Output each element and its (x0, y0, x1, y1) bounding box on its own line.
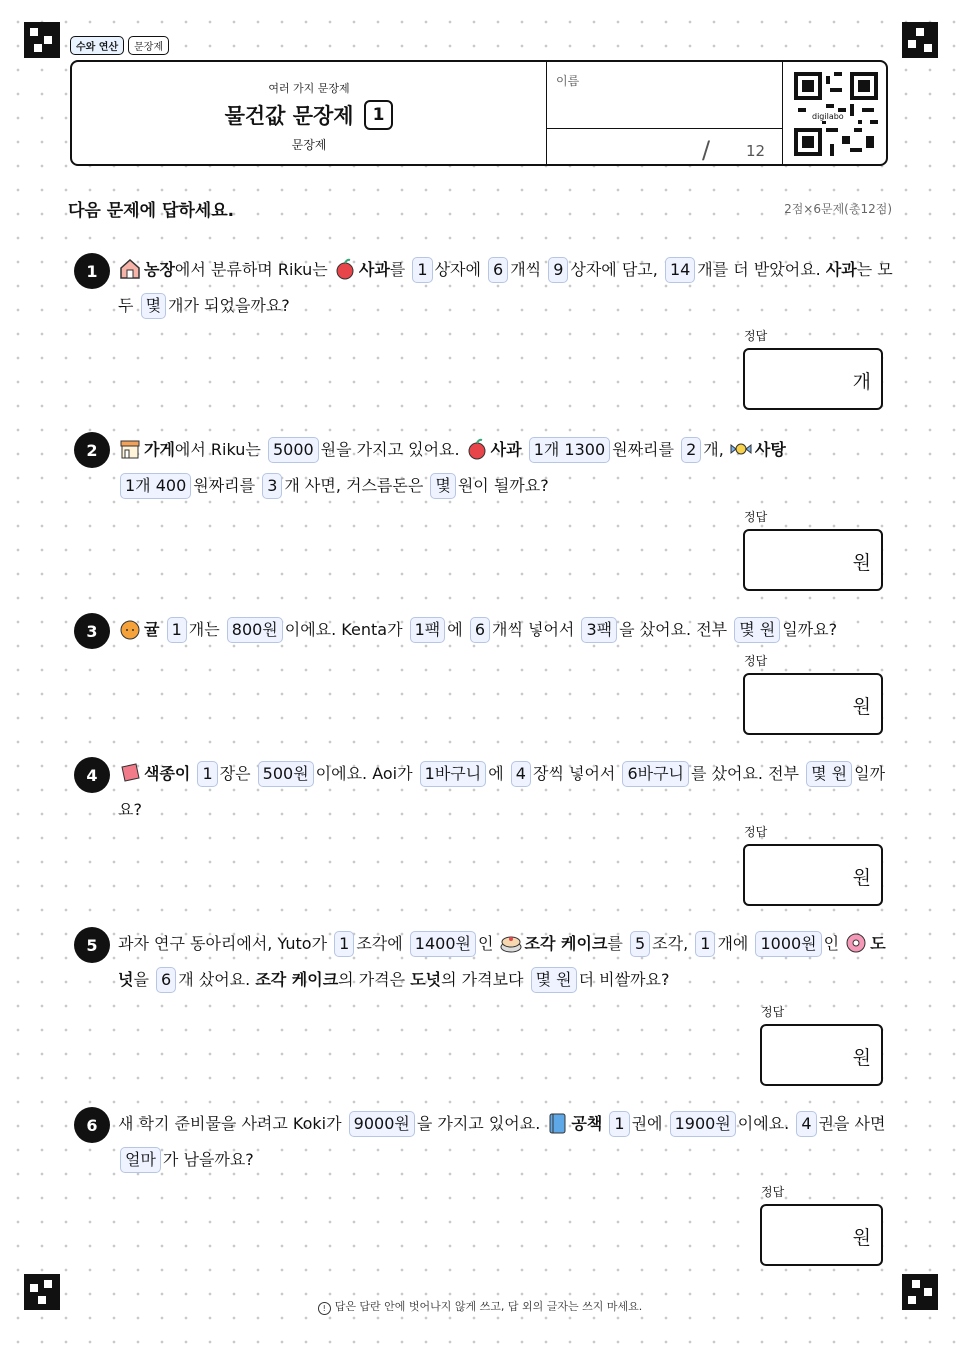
answer-unit: 원 (852, 552, 871, 574)
value-box: 1400원 (410, 931, 476, 957)
value-box: 14 (665, 257, 695, 283)
question-6-text: 새 학기 준비물을 사려고 Koki가 9000원 을 가지고 있어요. 공책 1 권에 1900원 이에요. 4 권을 사면 얼마 가 남을까요? (118, 1106, 893, 1178)
question-1-text: 농장에서 분류하며 Riku는 사과를 1 상자에 6 개씩 9 상자에 담고, 14 개를 더 받았어요. 사과는 모두 몇 개가 되었을까요? (118, 252, 893, 324)
value-box: 1 (167, 617, 187, 643)
notebook-icon (545, 1111, 569, 1135)
value-box: 6바구니 (622, 761, 689, 787)
answer-label: 정답 (761, 1185, 785, 1199)
question-number: 5 (74, 927, 110, 963)
value-box: 9000원 (349, 1111, 415, 1137)
question-number: 2 (74, 432, 110, 468)
answer-box[interactable] (743, 529, 883, 591)
value-box: 3팩 (581, 617, 617, 643)
unknown-box: 몇 (141, 293, 166, 319)
value-box: 1000원 (755, 931, 821, 957)
corner-marker-top-left (24, 22, 60, 58)
unknown-box: 얼마 (120, 1147, 161, 1173)
answer-unit: 원 (852, 1047, 871, 1069)
value-box: 1개 400 (120, 473, 191, 499)
question-number: 4 (74, 757, 110, 793)
value-box: 6 (156, 967, 176, 993)
unknown-box: 몇 원 (531, 967, 577, 993)
answer-label: 정답 (744, 654, 768, 668)
tag-list (70, 36, 169, 55)
donut-icon (844, 931, 868, 955)
answer-label: 정답 (761, 1005, 785, 1019)
question-5-text: 과자 연구 동아리에서, Yuto가 1 조각에 1400원 인 조각 케이크를 5 조각, 1 개에 1000원 인 도넛을 6 개 샀어요. 조각 케이크의 가격은 도넛의 가격보다 몇 원 더 비쌀까요? (118, 926, 893, 998)
value-box: 6 (470, 617, 490, 643)
value-box: 9 (548, 257, 568, 283)
scoring-info: 2점×6문제(총12점) (784, 202, 892, 216)
value-box: 1개 1300 (529, 437, 610, 463)
question-2-text: 가게에서 Riku는 5000 원을 가지고 있어요. 사과 1개 1300 원짜리를 2 개, 사탕 1개 400 원짜리를 3 개 사면, 거스름돈은 몇 원이 될까요? (118, 432, 893, 504)
tangerine-icon (118, 617, 142, 641)
answer-unit: 원 (852, 867, 871, 889)
answer-label: 정답 (744, 329, 768, 343)
corner-marker-top-right (902, 22, 938, 58)
value-box: 5 (630, 931, 650, 957)
farm-icon (118, 257, 142, 281)
answer-box[interactable] (743, 348, 883, 410)
answer-label: 정답 (744, 825, 768, 839)
candy-icon (729, 437, 753, 461)
answer-box[interactable] (760, 1024, 883, 1086)
apple-icon (465, 437, 489, 461)
answer-label: 정답 (744, 510, 768, 524)
value-box: 1 (197, 761, 217, 787)
value-box: 800원 (227, 617, 283, 643)
tag-type: 문장제 (128, 36, 169, 55)
question-4-text: 색종이 1 장은 500원 이에요. Aoi가 1바구니 에 4 장씩 넣어서 6바구니 를 샀어요. 전부 몇 원 일까요? (118, 756, 893, 828)
worksheet-title: 물건값 문장제 (224, 104, 354, 128)
value-box: 1바구니 (420, 761, 487, 787)
value-box: 5000 (268, 437, 319, 463)
worksheet-header (70, 60, 888, 166)
tag-subject: 수와 연산 (70, 36, 124, 55)
qr-brand-text: digilabo (812, 112, 844, 121)
value-box: 1 (695, 931, 715, 957)
header-divider (546, 128, 782, 129)
unknown-box: 몇 원 (806, 761, 852, 787)
footer-note (0, 1298, 960, 1315)
answer-box[interactable] (743, 673, 883, 735)
value-box: 6 (488, 257, 508, 283)
answer-unit: 개 (852, 371, 871, 393)
colored-paper-icon (118, 761, 142, 785)
value-box: 2 (681, 437, 701, 463)
shop-icon (118, 437, 142, 461)
worksheet-number: 1 (364, 100, 394, 130)
value-box: 1 (609, 1111, 629, 1137)
question-number: 1 (74, 253, 110, 289)
value-box: 1 (334, 931, 354, 957)
answer-unit: 원 (852, 696, 871, 718)
question-number: 6 (74, 1107, 110, 1143)
value-box: 4 (796, 1111, 816, 1137)
instruction-text: 다음 문제에 답하세요. (68, 201, 235, 221)
title-area (72, 62, 547, 164)
value-box: 1900원 (670, 1111, 736, 1137)
name-label: 이름 (556, 74, 580, 88)
question-number: 3 (74, 613, 110, 649)
answer-box[interactable] (760, 1204, 883, 1266)
answer-unit: 원 (852, 1227, 871, 1249)
value-box: 4 (511, 761, 531, 787)
info-icon: ! (318, 1302, 331, 1315)
value-box: 500원 (258, 761, 314, 787)
question-3-text: 귤 1 개는 800원 이에요. Kenta가 1팩 에 6 개씩 넣어서 3팩 을 샀어요. 전부 몇 원 일까요? (118, 612, 893, 648)
unknown-box: 몇 원 (734, 617, 780, 643)
score-slash: / (702, 136, 711, 164)
footer-note-text: 답은 답란 안에 벗어나지 않게 쓰고, 답 외의 글자는 쓰지 마세요. (334, 1300, 643, 1313)
worksheet-category: 문장제 (291, 138, 327, 152)
unknown-box: 몇 (430, 473, 455, 499)
value-box: 1팩 (410, 617, 446, 643)
answer-box[interactable] (743, 844, 883, 906)
value-box: 1 (412, 257, 432, 283)
name-score-area (546, 62, 783, 164)
worksheet-subtitle: 여러 가지 문장제 (268, 82, 350, 95)
value-box: 3 (262, 473, 282, 499)
cake-slice-icon (499, 931, 523, 955)
score-total: 12 (746, 142, 766, 160)
apple-icon (333, 257, 357, 281)
